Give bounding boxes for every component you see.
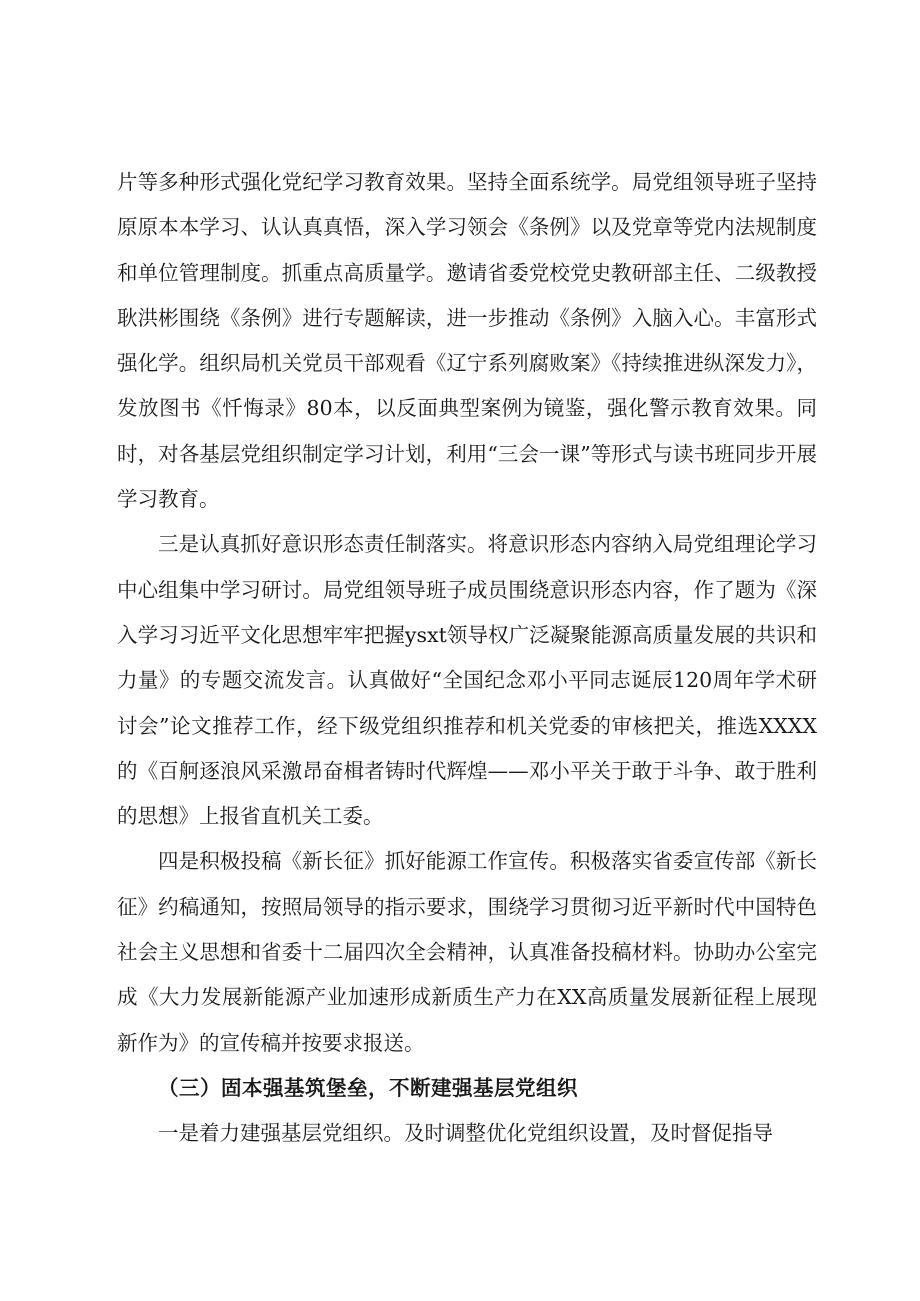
paragraph-ideology-responsibility: 三是认真抓好意识形态责任制落实。将意识形态内容纳入局党组理论学习中心组集中学习研讨。局党组领导班子成员围绕意识形态内容，作了题为《深入学习习近平文化思想牢牢把握ysxt领导权广泛凝聚能源高质量发展的共识和力量》的专题交流发言。认真做好“全国纪念邓小平同志诞辰120周年学术研讨会”论文推荐工作，经下级党组织推荐和机关党委的审核把关，推选XXXX的《百舸逐浪风采激昂奋楫者铸时代辉煌——邓小平关于敢于斗争、敢于胜利的思想》上报省直机关工委。	[117, 532, 817, 829]
paragraph-xinchangzheng-submission: 四是积极投稿《新长征》抓好能源工作宣传。积极落实省委宣传部《新长征》约稿通知，按照局领导的指示要求，围绕学习贯彻习近平新时代中国特色社会主义思想和省委十二届四次全会精神，认真准备投稿材料。协助办公室完成《大力发展新能源产业加速形成新质生产力在XX高质量发展新征程上展现新作为》的宣传稿并按要求报送。	[117, 849, 817, 1055]
document-body	[117, 160, 817, 1157]
paragraph-study-education: 片等多种形式强化党纪学习教育效果。坚持全面系统学。局党组领导班子坚持原原本本学习、认认真真悟，深入学习领会《条例》以及党章等党内法规制度和单位管理制度。抓重点高质量学。邀请省委党校党史教研部主任、二级教授耿洪彬围绕《条例》进行专题解读，进一步推动《条例》入脑入心。丰富形式强化学。组织局机关党员干部观看《辽宁系列腐败案》《持续推进纵深发力》，发放图书《忏悔录》80本，以反面典型案例为镜鉴，强化警示教育效果。同时，对各基层党组织制定学习计划，利用“三会一课”等形式与读书班同步开展学习教育。	[117, 170, 817, 512]
paragraph-grassroots-organization: 一是着力建强基层党组织。及时调整优化党组织设置，及时督促指导	[158, 1121, 773, 1146]
section-heading: （三）固本强基筑堡垒，不断建强基层党组织	[158, 1075, 578, 1100]
